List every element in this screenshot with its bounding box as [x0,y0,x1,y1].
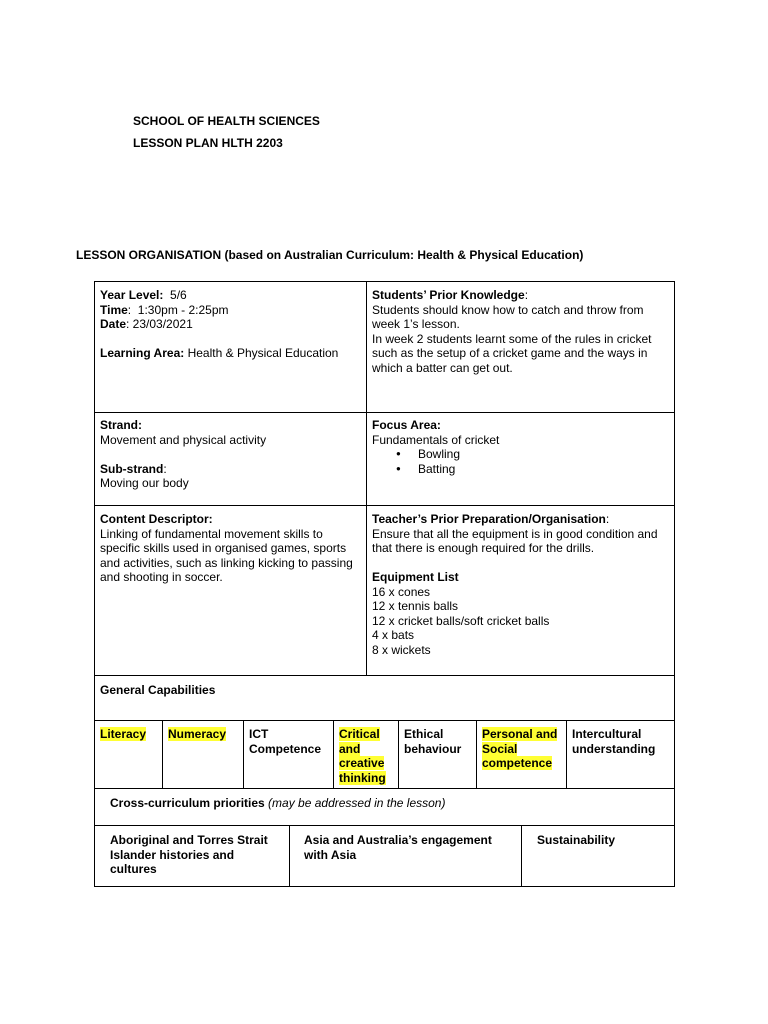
capability-literacy-text: Literacy [100,727,147,741]
cross-curriculum-header [105,796,665,811]
preparation-label: Teacher’s Prior Preparation/Organisation [372,512,606,526]
cross-curriculum-label: Cross-curriculum priorities [110,796,265,810]
capability-ict-text: ICT Competence [249,727,322,756]
equipment-item: 8 x wickets [372,642,431,657]
focus-area-value: Fundamentals of cricket [372,432,500,447]
general-capabilities-label: General Capabilities [100,683,216,697]
prior-knowledge-line2: In week 2 students learnt some of the rules in cricket such as the setup of a cricket game and the ways in which a batter can get out. [372,331,652,375]
capability-ict [244,727,333,756]
lesson-details [95,288,366,361]
time-label: Time [100,302,128,317]
content-descriptor-label: Content Descriptor: [100,512,213,526]
priority-sustainability: Sustainability [537,833,616,847]
equipment-item: 16 x cones [372,584,431,599]
priority-aboriginal: Aboriginal and Torres Strait Islander histories and cultures [110,833,268,876]
capability-intercultural-text: Intercultural understanding [572,727,656,756]
focus-item-bowling: ● Bowling [372,447,669,462]
capability-ethical [399,727,476,756]
capability-intercultural [567,727,674,756]
prior-knowledge [367,288,674,375]
strand-value: Movement and physical activity [100,432,267,447]
date-value: : 23/03/2021 [126,317,193,331]
priority-asia: Asia and Australia’s engagement with Asia [304,833,492,862]
time-value: : 1:30pm - 2:25pm [127,302,229,317]
capability-ethical-text: Ethical behaviour [404,727,462,756]
learning-area-value: Health & Physical Education [184,346,339,360]
school-title: SCHOOL OF HEALTH SCIENCES [133,114,320,128]
capability-critical-thinking-text: Critical and creative thinking [339,727,386,785]
preparation-value: Ensure that all the equipment is in good condition and that there is enough required for the drills. [372,526,658,555]
substrand-colon: : [163,461,167,476]
capability-personal-social [477,727,566,771]
focus-item-batting: ● Batting [372,462,669,477]
equipment-list-label: Equipment List [372,570,459,584]
focus-area [367,418,674,476]
year-level-label: Year Level: [100,288,164,302]
prior-knowledge-line1: Students should know how to catch and throw from week 1’s lesson. [372,302,644,331]
capability-numeracy-text: Numeracy [168,727,227,741]
prior-knowledge-label: Students’ Prior Knowledge [372,288,525,302]
equipment-item: 12 x tennis balls [372,599,459,613]
prior-knowledge-colon: : [524,288,529,302]
equipment-item: 12 x cricket balls/soft cricket balls [372,613,550,628]
substrand-value: Moving our body [100,476,189,490]
focus-area-label: Focus Area: [372,418,441,432]
section-title: LESSON ORGANISATION (based on Australian Curriculum: Health & Physical Education) [76,248,584,262]
strand [95,418,366,491]
substrand-label: Sub-strand [100,461,164,476]
capability-critical-thinking [334,727,398,785]
capability-numeracy [163,727,243,742]
year-level-value: 5/6 [163,288,187,302]
focus-list [372,447,669,476]
capability-personal-social-text: Personal and Social competence [482,727,558,770]
cross-curriculum-note: (may be addressed in the lesson) [264,796,446,810]
content-descriptor-value: Linking of fundamental movement skills to specific skills used in organised games, sports and activities, such as linking kicking to passing and shooting in soccer. [100,526,353,584]
preparation-colon: : [605,512,610,526]
content-descriptor [95,512,366,585]
lesson-plan-title: LESSON PLAN HLTH 2203 [133,136,283,150]
teacher-preparation [367,512,674,657]
date-label: Date [100,317,127,331]
learning-area-label: Learning Area: [100,346,185,360]
strand-label: Strand: [100,418,142,432]
equipment-item: 4 x bats [372,628,415,642]
capability-literacy [95,727,162,742]
